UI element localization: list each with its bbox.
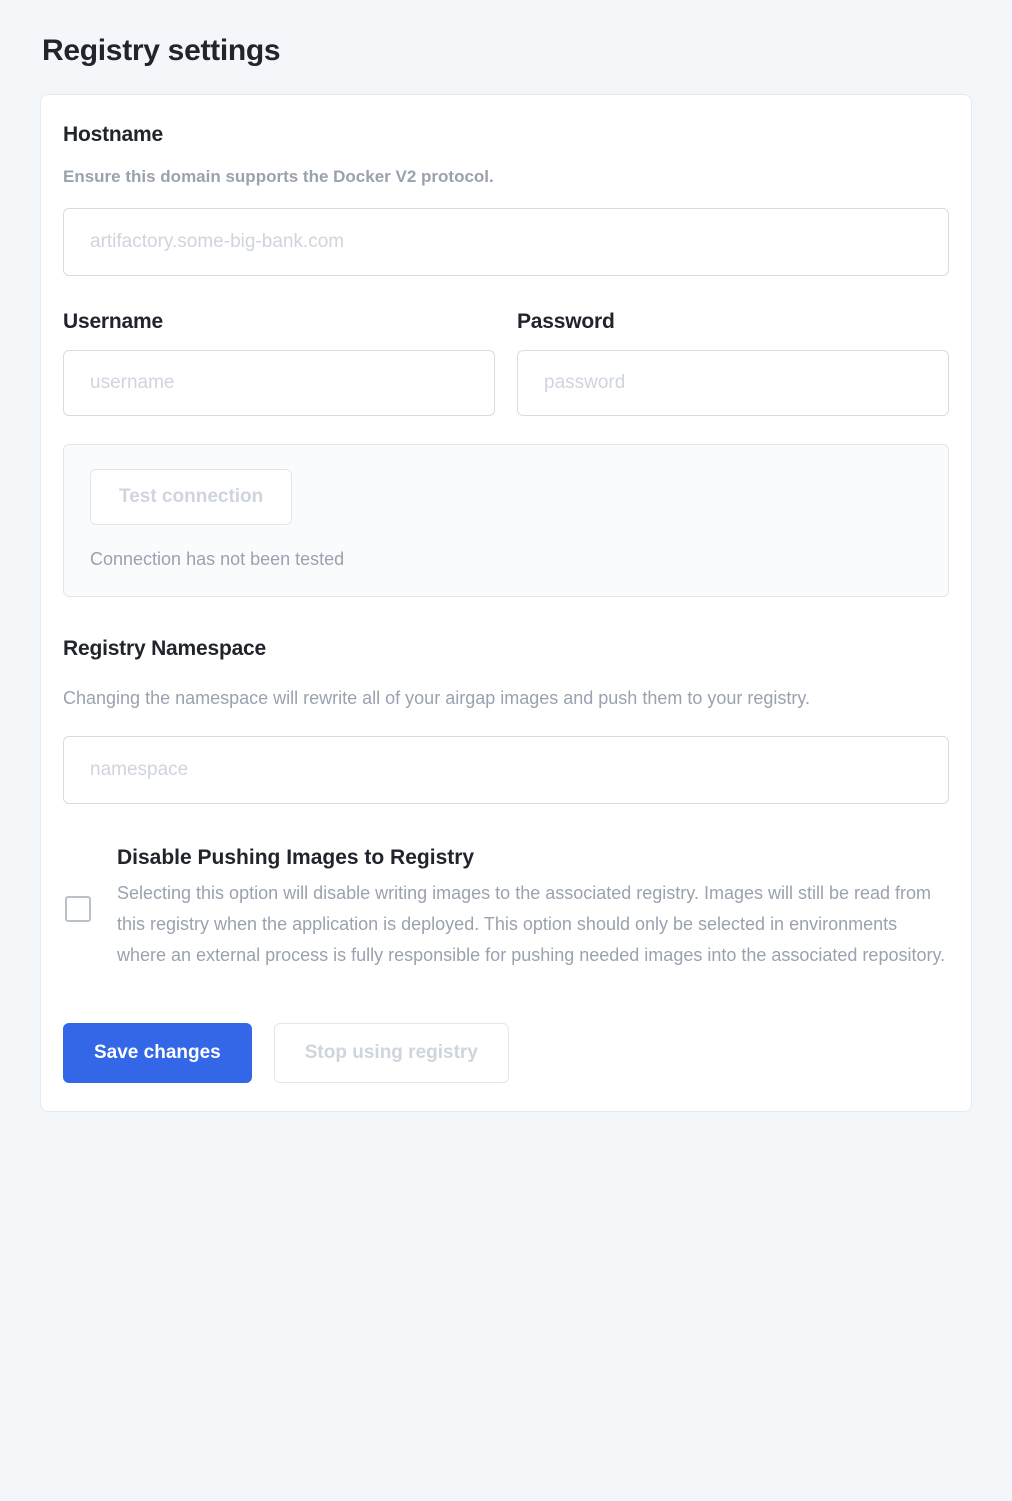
registry-namespace-input[interactable]: [63, 736, 949, 804]
registry-namespace-help-text: Changing the namespace will rewrite all of your airgap images and push them to your registry.: [63, 687, 811, 708]
password-input[interactable]: [517, 350, 949, 416]
disable-push-description: Selecting this option will disable writing images to the associated registry. Images will still be read from this registry when the application is deployed. This option should only be selected in environments where an external process is fully responsible for pushing needed images into the associated repository.: [117, 883, 946, 966]
username-field-group: [63, 310, 495, 416]
username-label: Username: [63, 309, 163, 333]
test-connection-panel: [63, 444, 949, 597]
page-title: Registry settings: [42, 34, 281, 67]
registry-settings-card: [40, 94, 972, 1112]
connection-status-text: Connection has not been tested: [90, 548, 345, 569]
test-connection-button[interactable]: Test connection: [90, 469, 292, 525]
disable-push-row[interactable]: [63, 846, 949, 971]
registry-namespace-label: Registry Namespace: [63, 636, 267, 660]
username-input[interactable]: [63, 350, 495, 416]
stop-using-registry-button[interactable]: Stop using registry: [274, 1023, 509, 1083]
form-actions: [63, 1023, 949, 1083]
hostname-help-text: Ensure this domain supports the Docker V2 protocol.: [63, 167, 494, 186]
registry-namespace-group: [63, 637, 949, 805]
password-field-group: [517, 310, 949, 416]
credentials-row: [63, 310, 949, 416]
save-changes-button[interactable]: Save changes: [63, 1023, 252, 1083]
hostname-input[interactable]: [63, 208, 949, 276]
disable-push-body: [117, 846, 949, 971]
disable-push-checkbox[interactable]: [65, 896, 91, 922]
hostname-label: Hostname: [63, 123, 163, 146]
disable-push-title: Disable Pushing Images to Registry: [117, 846, 475, 870]
password-label: Password: [517, 309, 615, 333]
